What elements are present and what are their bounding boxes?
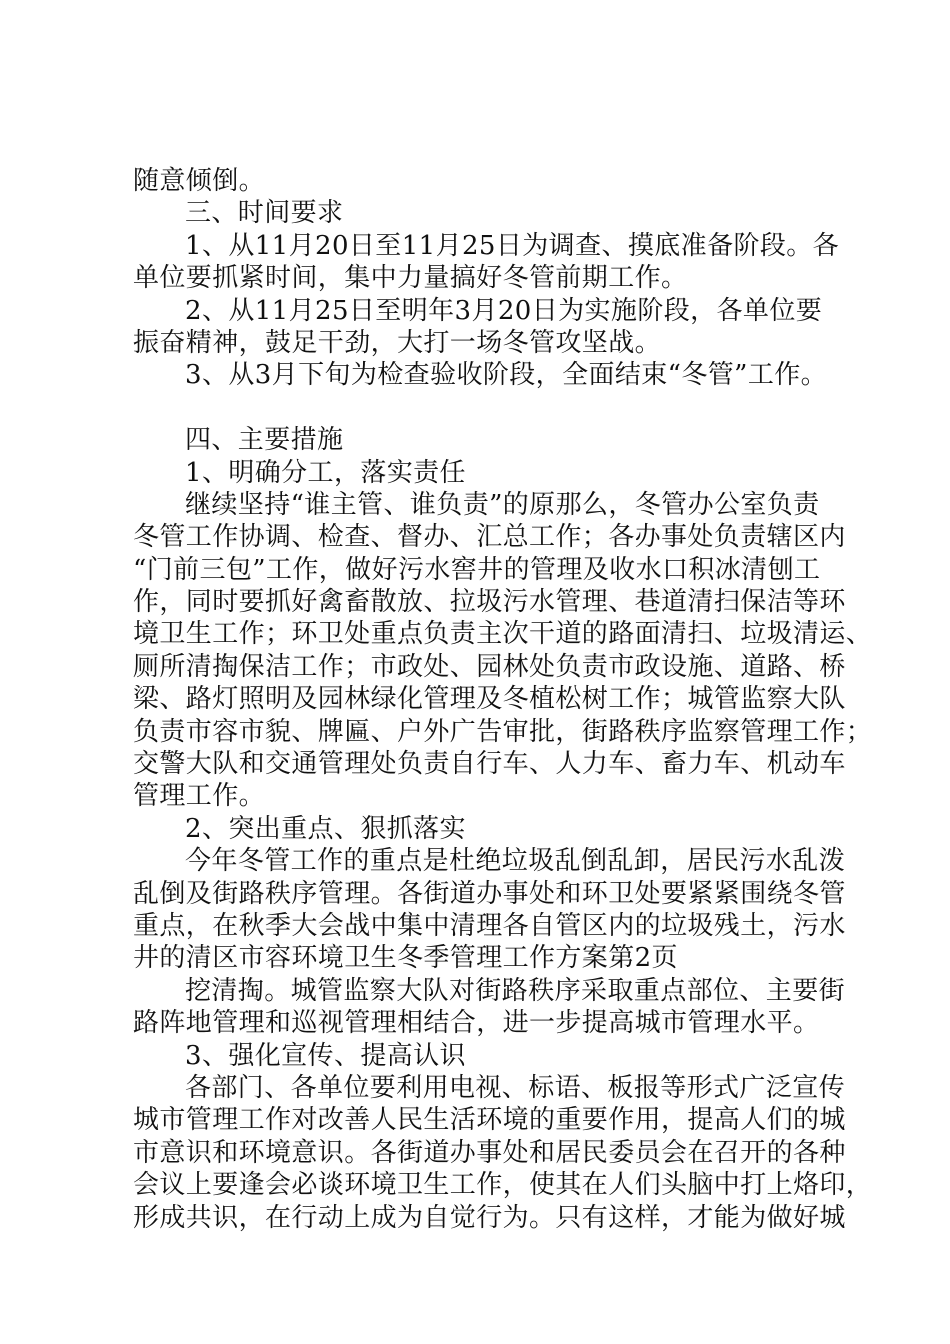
text-line: 作，同时要抓好禽畜散放、拉圾污水管理、巷道清扫保洁等环	[133, 587, 846, 618]
text-line: 重点，在秋季大会战中集中清理各自管区内的垃圾残土，污水	[133, 910, 846, 941]
subsection-heading: 1、明确分工，落实责任	[185, 457, 466, 488]
text-line: 挖清掏。城管监察大队对街路秩序采取重点部位、主要街	[185, 975, 846, 1006]
text-line: 境卫生工作；环卫处重点负责主次干道的路面清扫、垃圾清运、	[133, 619, 873, 650]
section-heading: 四、主要措施	[185, 425, 344, 456]
text-line: 振奋精神，鼓足干劲，大打一场冬管攻坚战。	[133, 327, 662, 358]
text-line: “门前三包”工作，做好污水窖井的管理及收水口积冰清刨工	[133, 554, 821, 585]
text-line: 城市管理工作对改善人民生活环境的重要作用，提高人们的城	[133, 1105, 846, 1136]
text-line: 随意倾倒。	[133, 166, 266, 196]
text-line: 2、从11月25日至明年3月20日为实施阶段，各单位要	[185, 295, 823, 326]
text-line: 乱倒及街路秩序管理。各街道办事处和环卫处要紧紧围绕冬管	[133, 878, 846, 909]
text-line: 单位要抓紧时间，集中力量搞好冬管前期工作。	[133, 263, 688, 294]
text-line: 会议上要逢会必谈环境卫生工作，使其在人们头脑中打上烙印，	[133, 1170, 873, 1201]
text-line: 梁、路灯照明及园林绿化管理及冬植松树工作；城管监察大队	[133, 684, 846, 715]
text-line: 冬管工作协调、检查、督办、汇总工作；各办事处负责辖区内	[133, 522, 846, 553]
subsection-heading: 3、强化宣传、提高认识	[185, 1040, 466, 1071]
text-line: 形成共识，在行动上成为自觉行为。只有这样，才能为做好城	[133, 1202, 846, 1233]
subsection-heading: 2、突出重点、狠抓落实	[185, 813, 466, 844]
text-line: 井的清区市容环境卫生冬季管理工作方案第2页	[133, 943, 678, 974]
text-line: 路阵地管理和巡视管理相结合，进一步提高城市管理水平。	[133, 1008, 820, 1039]
text-line: 3、从3月下旬为检查验收阶段，全面结束“冬管”工作。	[185, 360, 828, 391]
text-line: 市意识和环境意识。各街道办事处和居民委员会在召开的各种	[133, 1137, 846, 1168]
text-line: 交警大队和交通管理处负责自行车、人力车、畜力车、机动车	[133, 749, 846, 780]
text-line: 继续坚持“谁主管、谁负责”的原那么，冬管办公室负责	[185, 489, 820, 520]
text-line: 管理工作。	[133, 781, 266, 812]
section-heading: 三、时间要求	[185, 198, 344, 229]
blank-line	[133, 392, 833, 424]
text-line: 1、从11月20日至11月25日为调查、摸底准备阶段。各	[185, 230, 840, 261]
text-line: 负责市容市貌、牌匾、户外广告审批，街路秩序监察管理工作；	[133, 716, 873, 747]
text-line: 今年冬管工作的重点是杜绝垃圾乱倒乱卸，居民污水乱泼	[185, 846, 846, 877]
document-body	[133, 165, 873, 1234]
text-line: 厕所清掏保洁工作；市政处、园林处负责市政设施、道路、桥	[133, 651, 846, 682]
text-line: 各部门、各单位要利用电视、标语、板报等形式广泛宣传	[185, 1072, 846, 1103]
